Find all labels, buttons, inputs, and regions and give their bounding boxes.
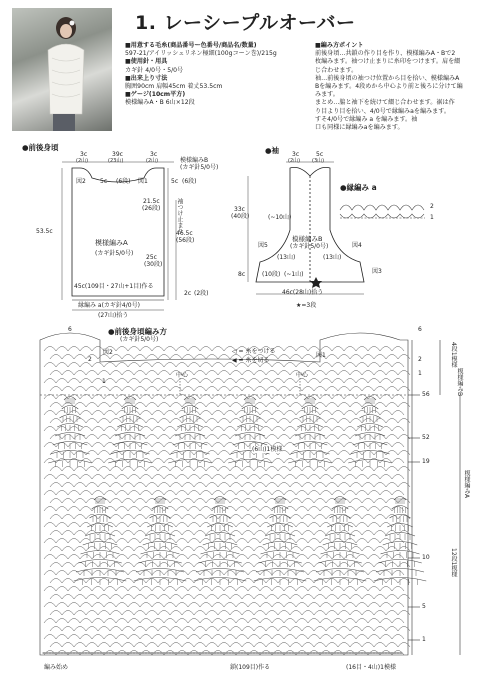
row-num-5: 5 xyxy=(422,603,426,610)
points-line: り目より目を拾い、4/0号で縁編みaを編みます。 xyxy=(315,107,450,115)
neck-depth-rows: (6段) xyxy=(116,178,131,185)
repeat-label: (6山)1模様 xyxy=(252,446,283,453)
sleeve-fig3: 図3 xyxy=(372,268,382,275)
r215-rows: (26段) xyxy=(142,205,161,212)
right-5c: 5c xyxy=(171,178,179,185)
sleeve-pattern: 模様編みB xyxy=(292,235,323,243)
bottom-chain: 45c(109目・27山+1目)作る xyxy=(74,283,154,290)
left-num-2: 2 xyxy=(88,356,92,363)
points-line: すそ4/0号で縁編み a を編みます。袖 xyxy=(315,115,418,123)
row-num-1: 1 xyxy=(418,370,422,377)
needle-text: カギ針 4/0号・5/0号 xyxy=(125,66,184,74)
row-num-2: 2 xyxy=(418,356,422,363)
stitch-pattern xyxy=(43,347,427,656)
points-line: 口も同様に縁編みaを編みます。 xyxy=(315,124,404,132)
row-num-52: 52 xyxy=(422,434,430,441)
points-line: 枚編みます。袖つけ止まりに糸印をつけます。肩を綴 xyxy=(315,58,461,66)
dim-top-mid: 39c xyxy=(112,151,123,158)
points-line: じ合わせます。 xyxy=(315,66,358,74)
materials-heading: ■用意する毛糸(商品番号ー色番号/商品名/数量) xyxy=(125,42,257,49)
sleeve-top-right: 5c xyxy=(316,151,324,158)
gauge-text: 模様編みA・B 6山×12段 xyxy=(125,99,195,107)
center-mark-2: 中心 xyxy=(296,372,309,379)
left-num-1: 1 xyxy=(102,378,106,385)
materials-yarn: 597-21/アイリッシュリネン極細(100gコーン巻)/215g xyxy=(125,50,277,58)
r2: 2c xyxy=(184,290,192,297)
body-outline xyxy=(72,168,164,300)
sleeve-top-left-mt: (2山) xyxy=(288,158,301,164)
row-num-6: 6 xyxy=(418,326,422,333)
center-mark: 中心 xyxy=(176,372,189,379)
sleeve-13b: (13山) xyxy=(323,254,342,261)
diagram-title: ●前後身頃編み方 xyxy=(108,327,168,336)
r2-rows: (2段) xyxy=(194,290,209,297)
row-num-1b: 1 xyxy=(422,636,426,643)
body-fig1: 図1 xyxy=(138,178,148,185)
pattern-a-label: 模様編みA xyxy=(95,239,128,247)
sleeve-h33: 33c xyxy=(234,206,245,213)
star-note: ★=3段 xyxy=(296,302,317,309)
size-heading: ■出来上り寸法 xyxy=(125,74,168,82)
edging-row2: 2 xyxy=(430,203,434,210)
pattern-b-label: 模様編みB xyxy=(180,157,209,164)
sleeve-13a: (13山) xyxy=(277,254,296,261)
right-12-rows: 12段1模様 xyxy=(450,548,457,578)
right-pattern-a: 模様編みA xyxy=(463,470,470,499)
points-line: 袖…前後身頃の袖つけ位置から目を拾い、模様編みA xyxy=(315,74,460,82)
right-5c-rows: (6段) xyxy=(182,178,197,185)
pattern-a-hook: (カギ針5/0号) xyxy=(95,250,134,257)
r465: 46.5c xyxy=(176,230,193,237)
dim-top-right: 3c xyxy=(150,151,158,158)
sleeve-section-title: ●袖 xyxy=(265,146,280,155)
edging-section-title: ●縁編み a xyxy=(340,183,377,192)
dim-top-right-mt: (2山) xyxy=(146,158,159,164)
star-mark-icon xyxy=(310,277,322,288)
diagram-hook: (カギ針5/0号) xyxy=(120,336,159,343)
sleeve-bottom: 46c(28山)拾う xyxy=(282,289,324,296)
sleeve-1-mt: (~1山) xyxy=(284,271,304,278)
bottom-pick: (27山)拾う xyxy=(98,312,129,319)
r215: 21.5c xyxy=(143,198,160,205)
r25-rows: (30段) xyxy=(144,261,163,268)
edging-label: 縁編み a(カギ針4/0号) xyxy=(78,302,140,309)
sleeve-fig5: 図5 xyxy=(258,242,268,249)
body-fig2: 図2 xyxy=(76,178,86,185)
points-line: みます。 xyxy=(315,91,339,99)
sleeve-top-left: 3c xyxy=(292,151,300,158)
dim-top-left-mt: (2山) xyxy=(76,158,89,164)
body-section-title: ●前後身頃 xyxy=(22,143,59,152)
row-num-56: 56 xyxy=(422,391,430,398)
repeat-chain-label: (16目・4山)1模様 xyxy=(346,664,396,671)
diagram-fig2: 図2 xyxy=(103,349,113,356)
points-line: Bを編みます。4段めから中心より前と後ろに分けて編 xyxy=(315,83,463,91)
right-pattern-b: 模様編みB xyxy=(456,368,463,397)
sleeve-top-right-mt: (3山) xyxy=(312,158,325,164)
left-num-6: 6 xyxy=(68,326,72,333)
points-heading: ■編み方ポイント xyxy=(315,42,364,49)
edging-row1: 1 xyxy=(430,214,434,221)
left-height: 53.5c xyxy=(36,228,53,235)
legend-attach: ◁ = 糸をつける xyxy=(232,348,276,355)
edging-a-sample xyxy=(340,205,425,218)
diagram-fig1: 図1 xyxy=(316,352,326,359)
sleeve-fig4: 図4 xyxy=(352,242,362,249)
sleeve-h8: 8c xyxy=(238,271,246,278)
needle-heading: ■使用針・用具 xyxy=(125,58,168,66)
size-text: 胸囲90cm 肩幅45cm 着丈53.5cm xyxy=(125,83,223,91)
neck-depth: 5c xyxy=(100,178,108,185)
start-label: 編み始め xyxy=(44,664,69,671)
gauge-heading: ■ゲージ(10cm平方) xyxy=(125,91,186,99)
dim-top-left: 3c xyxy=(80,151,88,158)
row-num-10: 10 xyxy=(422,554,430,561)
points-line: 前後身頃…共鎖の作り目を作り、模様編みA・Bで2 xyxy=(315,50,456,58)
right-4-rows: 4段1模様 xyxy=(450,342,457,368)
sleeve-h33-rows: (40段) xyxy=(231,213,250,220)
chain-label: 鎖(109目)作る xyxy=(230,664,271,671)
page-title: 1. レーシープルオーバー xyxy=(135,12,356,34)
sleeve-hook: (カギ針5/0号) xyxy=(290,243,329,250)
r25: 25c xyxy=(146,254,157,261)
row-num-19: 19 xyxy=(422,458,430,465)
r465-rows: (56段) xyxy=(176,237,195,244)
points-line: まとめ…脇と袖下を続けて綴じ合わせます。裾は作 xyxy=(315,99,455,107)
legend-cut: ◀ = 糸を切る xyxy=(232,357,270,364)
armhole-mark: 袖つけ止まり xyxy=(176,198,183,234)
dim-top-mid-mt: (23山) xyxy=(108,158,124,164)
pattern-b-hook: (カギ針5/0号) xyxy=(180,164,219,171)
sleeve-10-rows: (10段) xyxy=(262,271,281,278)
sleeve-pick: (~10山) xyxy=(268,214,292,221)
